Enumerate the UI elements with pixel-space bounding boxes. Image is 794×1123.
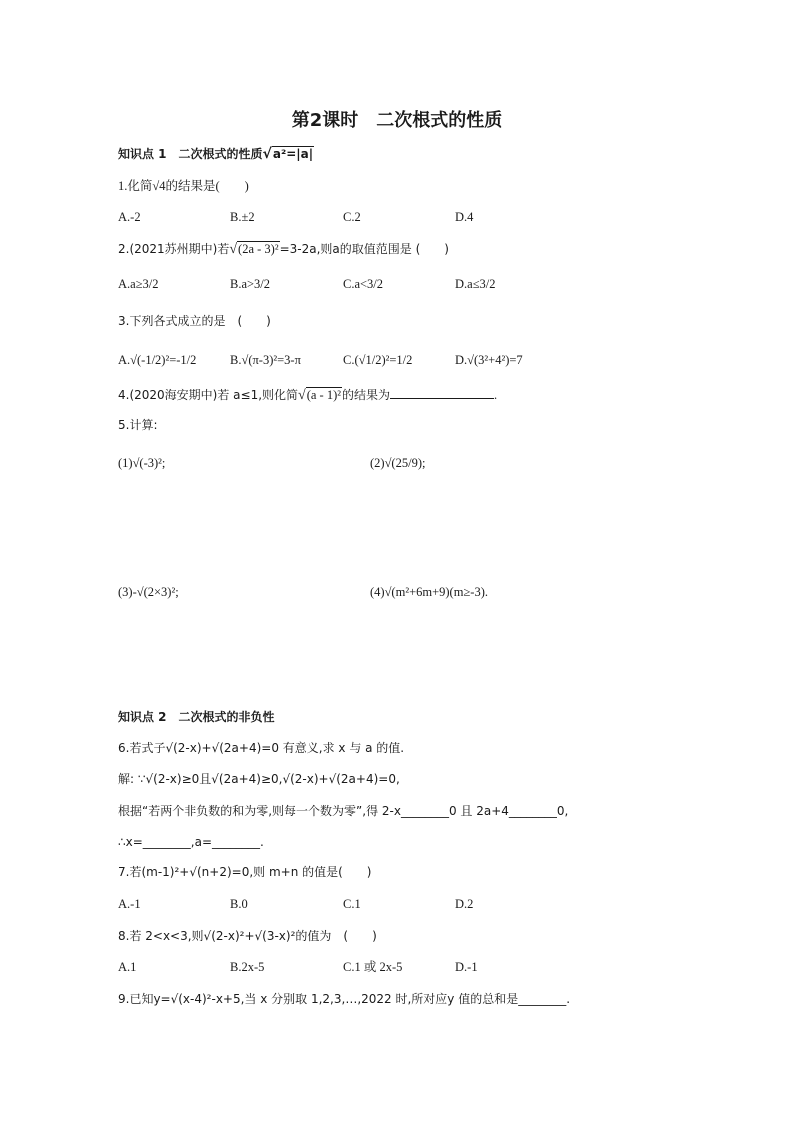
knowledge-point-2: 知识点 2 二次根式的非负性 (118, 710, 275, 724)
q2-radicand: (2a - 3)² (238, 242, 279, 256)
q1-option-b: B.±2 (230, 210, 255, 224)
q7-option-b: B.0 (230, 897, 248, 911)
q3-option-d: D.√(3²+4²)=7 (455, 353, 523, 367)
q4-radicand: (a - 1)² (306, 388, 342, 402)
q2-prefix: 2.(2021苏州期中)若 (118, 242, 230, 256)
kp1-label: 知识点 1 二次根式的性质 (118, 147, 263, 161)
q3-option-c: C.(√1/2)²=1/2 (343, 353, 413, 367)
q2-option-b: B.a>3/2 (230, 277, 271, 291)
q6-stem: 6.若式子√(2-x)+√(2a+4)=0 有意义,求 x 与 a 的值. (118, 741, 405, 755)
q4-answer-blank[interactable] (390, 386, 494, 399)
q8-stem: 8.若 2<x<3,则√(2-x)²+√(3-x)²的值为 ( ) (118, 929, 377, 943)
q4-suffix: 的结果为 (342, 388, 391, 402)
q5-stem: 5.计算: (118, 418, 158, 432)
q5-part-4: (4)√(m²+6m+9)(m≥-3). (370, 585, 488, 599)
q1-option-d: D.4 (455, 210, 474, 224)
q2-option-c: C.a<3/2 (343, 277, 384, 291)
q3-option-a: A.√(-1/2)²=-1/2 (118, 353, 197, 367)
q5-part-1: (1)√(-3)²; (118, 456, 166, 470)
q2-option-a: A.a≥3/2 (118, 277, 159, 291)
q7-option-c: C.1 (343, 897, 361, 911)
q6-solution-line-1: 解: ∵√(2-x)≥0且√(2a+4)≥0,√(2-x)+√(2a+4)=0, (118, 772, 400, 786)
q2-option-d: D.a≤3/2 (455, 277, 496, 291)
q7-option-d: D.2 (455, 897, 474, 911)
q5-part-3: (3)-√(2×3)²; (118, 585, 179, 599)
q6-solution-line-2: 根据“若两个非负数的和为零,则每一个数为零”,得 2-x________0 且 2a+4________0, (118, 804, 569, 818)
q1-option-a: A.-2 (118, 210, 141, 224)
knowledge-point-1: 知识点 1 二次根式的性质√a²=|a| (118, 146, 314, 162)
q3-option-b: B.√(π-3)²=3-π (230, 353, 301, 367)
q2-suffix: =3-2a,则a的取值范围是 ( ) (279, 242, 449, 256)
q7-stem: 7.若(m-1)²+√(n+2)=0,则 m+n 的值是( ) (118, 865, 372, 879)
q2-stem: 2.(2021苏州期中)若√(2a - 3)²=3-2a,则a的取值范围是 ( ) (118, 242, 449, 257)
q4-stem: 4.(2020海安期中)若 a≤1,则化简√(a - 1)²的结果为 . (118, 388, 498, 403)
q4-prefix: 4.(2020海安期中)若 a≤1,则化简 (118, 388, 299, 402)
kp1-formula: a²=|a| (272, 147, 314, 161)
q8-option-a: A.1 (118, 960, 137, 974)
q9-stem: 9.已知y=√(x-4)²-x+5,当 x 分别取 1,2,3,…,2022 时,所对应y 值的总和是________. (118, 992, 571, 1006)
q8-option-c: C.1 或 2x-5 (343, 960, 403, 974)
q6-solution-line-3: ∴x=________,a=________. (118, 835, 264, 849)
q7-option-a: A.-1 (118, 897, 141, 911)
q1-option-c: C.2 (343, 210, 361, 224)
q8-option-d: D.-1 (455, 960, 478, 974)
q1-stem: 1.化简√4的结果是( ) (118, 179, 249, 193)
q5-part-2: (2)√(25/9); (370, 456, 426, 470)
page-title: 第2课时 二次根式的性质 (291, 110, 503, 131)
q3-stem: 3.下列各式成立的是 ( ) (118, 314, 271, 328)
q8-option-b: B.2x-5 (230, 960, 265, 974)
